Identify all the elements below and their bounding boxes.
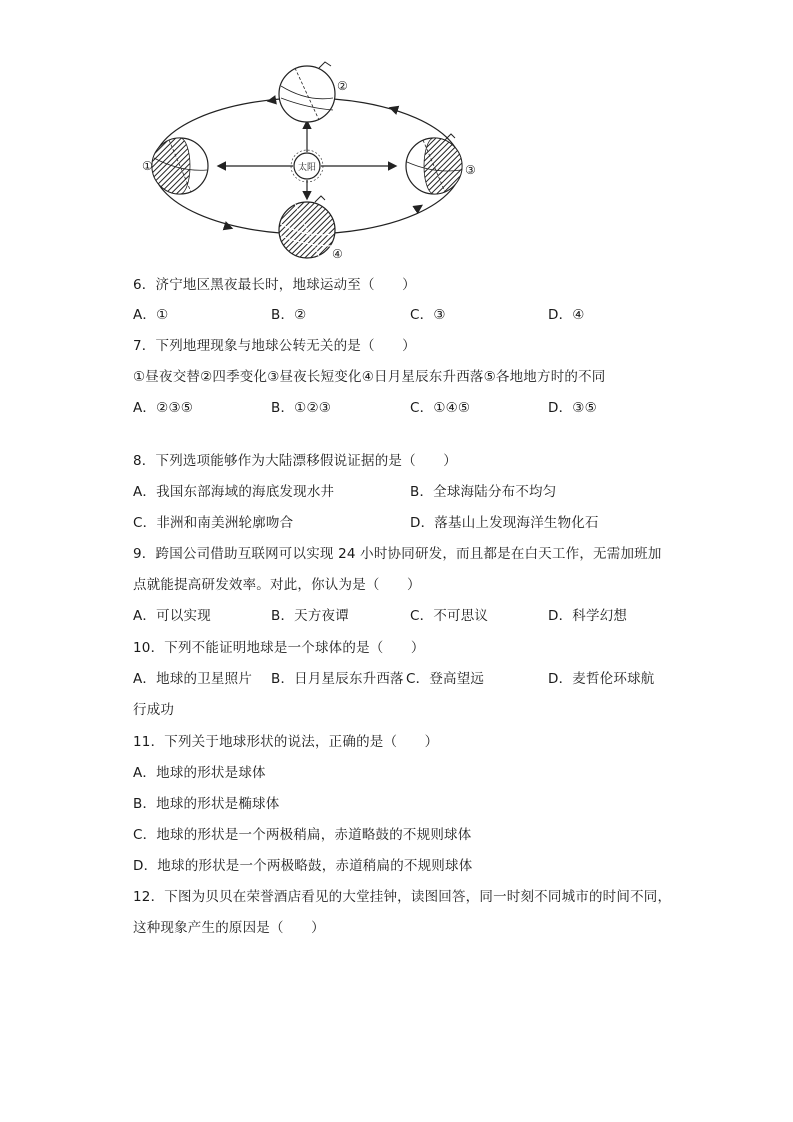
question-6-stem: 6．济宁地区黑夜最长时，地球运动至（ ） <box>133 277 416 293</box>
q11-option-a[interactable]: A．地球的形状是球体 <box>133 765 266 781</box>
earth-position-3 <box>406 134 476 194</box>
q10-option-c[interactable]: C．登高望远 <box>406 671 485 687</box>
question-9-stem-line-1: 9．跨国公司借助互联网可以实现 24 小时协同研发，而且都是在白天工作，无需加班加 <box>133 546 662 562</box>
q11-option-d[interactable]: D．地球的形状是一个两极略鼓，赤道稍扁的不规则球体 <box>133 858 473 874</box>
q10-option-d[interactable]: D．麦哲伦环球航 <box>548 671 655 687</box>
q8-option-b[interactable]: B．全球海陆分布不均匀 <box>410 484 557 500</box>
q10-option-d-continuation: 行成功 <box>133 702 175 718</box>
position-4-label: ④ <box>332 247 343 261</box>
sun-icon <box>291 150 323 182</box>
earth-position-4 <box>279 196 343 261</box>
q8-option-d[interactable]: D．落基山上发现海洋生物化石 <box>410 515 599 531</box>
question-12-stem-line-2: 这种现象产生的原因是（ ） <box>133 920 325 936</box>
question-10-stem: 10．下列不能证明地球是一个球体的是（ ） <box>133 640 425 656</box>
position-2-label: ② <box>337 79 348 93</box>
q6-option-d[interactable]: D．④ <box>548 307 585 323</box>
q9-option-a[interactable]: A．可以实现 <box>133 608 211 624</box>
q11-option-b[interactable]: B．地球的形状是椭球体 <box>133 796 280 812</box>
q6-option-c[interactable]: C．③ <box>410 307 446 323</box>
q9-option-d[interactable]: D．科学幻想 <box>548 608 628 624</box>
q7-option-a[interactable]: A．②③⑤ <box>133 400 194 416</box>
question-9-stem-line-2: 点就能提高研发效率。对此，你认为是（ ） <box>133 577 421 593</box>
q7-option-b[interactable]: B．①②③ <box>271 400 332 416</box>
sun-label: 太阳 <box>297 163 317 173</box>
question-11-stem: 11．下列关于地球形状的说法，正确的是（ ） <box>133 734 439 750</box>
q9-option-b[interactable]: B．天方夜谭 <box>271 608 349 624</box>
question-12-stem-line-1: 12．下图为贝贝在荣誉酒店看见的大堂挂钟，读图回答，同一时刻不同城市的时间不同， <box>133 889 672 905</box>
q9-option-c[interactable]: C．不可思议 <box>410 608 489 624</box>
q7-option-d[interactable]: D．③⑤ <box>548 400 597 416</box>
position-1-label: ① <box>142 159 153 173</box>
q8-option-c[interactable]: C．非洲和南美洲轮廓吻合 <box>133 515 294 531</box>
question-8-stem: 8．下列选项能够作为大陆漂移假说证据的是（ ） <box>133 453 457 469</box>
q10-option-b[interactable]: B．日月星辰东升西落 <box>271 671 404 687</box>
earth-position-2 <box>279 62 348 122</box>
q11-option-c[interactable]: C．地球的形状是一个两极稍扁，赤道略鼓的不规则球体 <box>133 827 472 843</box>
q6-option-a[interactable]: A．① <box>133 307 169 323</box>
q8-option-a[interactable]: A．我国东部海域的海底发现水井 <box>133 484 335 500</box>
earth-position-1 <box>142 138 208 194</box>
question-7-stem: 7．下列地理现象与地球公转无关的是（ ） <box>133 338 416 354</box>
question-7-items: ①昼夜交替②四季变化③昼夜长短变化④日月星辰东升西落⑤各地地方时的不同 <box>133 369 606 385</box>
q7-option-c[interactable]: C．①④⑤ <box>410 400 471 416</box>
earth-orbit-diagram <box>125 58 495 268</box>
q6-option-b[interactable]: B．② <box>271 307 307 323</box>
position-3-label: ③ <box>465 163 476 177</box>
q10-option-a[interactable]: A．地球的卫星照片 <box>133 671 253 687</box>
